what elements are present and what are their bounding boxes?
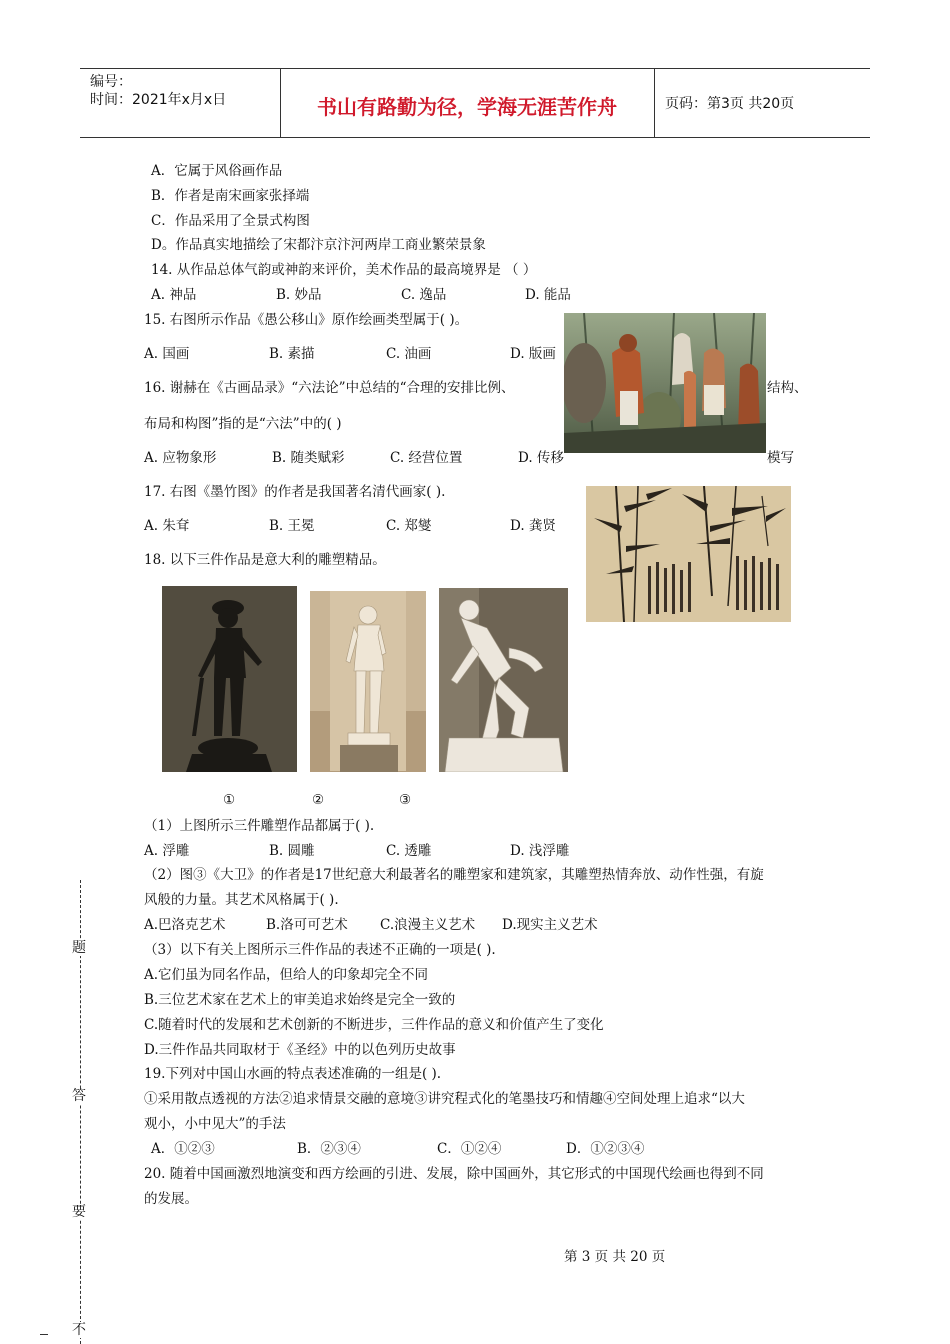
q18-3-option-c: C.随着时代的发展和艺术创新的不断进步，三件作品的意义和价值产生了变化 bbox=[144, 1017, 604, 1033]
q16-option-c: C. 经营位置 bbox=[390, 450, 463, 466]
q13-option-b: B．作者是南宋画家张择端 bbox=[151, 188, 310, 204]
q18-3-option-b: B.三位艺术家在艺术上的审美追求始终是完全一致的 bbox=[144, 992, 456, 1008]
q14-option-b: B. 妙品 bbox=[276, 287, 322, 303]
q18-2-text: （2）图③《大卫》的作者是17世纪意大利最著名的雕塑家和建筑家，其雕塑热情奔放、动作性强，有旋 bbox=[144, 867, 764, 883]
q15-option-c: C. 油画 bbox=[386, 346, 432, 362]
figure-number-3: ③ bbox=[399, 792, 412, 808]
q19-option-a: A．①②③ bbox=[151, 1141, 215, 1157]
header-left-cell bbox=[80, 69, 281, 137]
motto: 书山有路勤为径，学海无涯苦作舟 bbox=[317, 95, 617, 119]
margin-char-1: 题 bbox=[72, 940, 86, 956]
q18-1-text: （1）上图所示三件雕塑作品都属于( ). bbox=[144, 818, 375, 834]
q18-2-option-d: D.现实主义艺术 bbox=[502, 917, 598, 933]
q18-1-option-b: B. 圆雕 bbox=[269, 843, 315, 859]
q15-option-a: A. 国画 bbox=[144, 346, 190, 362]
margin-char-3: 要 bbox=[72, 1204, 86, 1220]
page-label: 页码：第3页 共20页 bbox=[665, 96, 795, 112]
q15-option-b: B. 素描 bbox=[269, 346, 315, 362]
q18-2-option-b: B.洛可可艺术 bbox=[266, 917, 348, 933]
q19-text: 19.下列对中国山水画的特点表述准确的一组是( ). bbox=[144, 1066, 442, 1082]
q18-2-text-line2: 风般的力量。其艺术风格属于( ). bbox=[144, 892, 339, 908]
q18-1-option-a: A. 浮雕 bbox=[144, 843, 190, 859]
yugong-yishan-painting bbox=[564, 313, 766, 453]
time-label: 时间：2021年x月x日 bbox=[90, 92, 227, 108]
code-label: 编号： bbox=[90, 74, 132, 90]
q17-option-d: D. 龚贤 bbox=[510, 518, 556, 534]
q17-text: 17. 右图《墨竹图》的作者是我国著名清代画家( ). bbox=[144, 484, 446, 500]
q16-text: 16. 谢赫在《古画品录》“六法论”中总结的“合理的安排比例、 bbox=[144, 380, 515, 396]
david-michelangelo-sculpture bbox=[310, 591, 426, 772]
q16-option-a: A. 应物象形 bbox=[144, 450, 217, 466]
header-right-cell bbox=[654, 69, 871, 137]
page-footer: 第 3 页 共 20 页 bbox=[564, 1249, 666, 1265]
q19-option-c: C．①②④ bbox=[437, 1141, 502, 1157]
q18-3-option-d: D.三件作品共同取材于《圣经》中的以色列历史故事 bbox=[144, 1042, 456, 1058]
q16-option-b: B. 随类赋彩 bbox=[272, 450, 345, 466]
q13-option-a: A．它属于风俗画作品 bbox=[151, 163, 283, 179]
q15-option-d: D. 版画 bbox=[510, 346, 556, 362]
q18-2-option-c: C.浪漫主义艺术 bbox=[380, 917, 476, 933]
q18-3-text: （3）以下有关上图所示三件作品的表述不正确的一项是( ). bbox=[144, 942, 496, 958]
q17-option-c: C. 郑燮 bbox=[386, 518, 432, 534]
margin-tick bbox=[40, 1334, 48, 1335]
q18-2-option-a: A.巴洛克艺术 bbox=[144, 917, 226, 933]
q14-option-a: A. 神品 bbox=[151, 287, 197, 303]
q15-text: 15. 右图所示作品《愚公移山》原作绘画类型属于( )。 bbox=[144, 312, 469, 328]
q16-option-d-cont: 模写 bbox=[767, 450, 794, 466]
q20-text: 20. 随着中国画激烈地演变和西方绘画的引进、发展，除中国画外，其它形式的中国现代绘画也得到不同 bbox=[144, 1166, 764, 1182]
q16-text-cont: 结构、 bbox=[767, 380, 808, 396]
q19-text-line3: 观小，小中见大”的手法 bbox=[144, 1116, 286, 1132]
q19-option-b: B．②③④ bbox=[297, 1141, 361, 1157]
q17-option-a: A. 朱耷 bbox=[144, 518, 190, 534]
q16-option-d: D. 传移 bbox=[518, 450, 564, 466]
margin-char-2: 答 bbox=[72, 1088, 86, 1104]
q14-text: 14. 从作品总体气韵或神韵来评价，美术作品的最高境界是 （ ） bbox=[151, 262, 537, 278]
q13-option-d: D。作品真实地描绘了宋都汴京汴河两岸工商业繁荣景象 bbox=[151, 237, 486, 253]
page-header bbox=[80, 68, 870, 138]
margin-char-4: 不 bbox=[72, 1322, 86, 1338]
ink-bamboo-painting bbox=[586, 486, 791, 622]
q19-option-d: D．①②③④ bbox=[566, 1141, 645, 1157]
q18-1-option-d: D. 浅浮雕 bbox=[510, 843, 570, 859]
figure-number-2: ② bbox=[312, 792, 325, 808]
q19-text-line2: ①采用散点透视的方法②追求情景交融的意境③讲究程式化的笔墨技巧和情趣④空间处理上追求“以大 bbox=[144, 1091, 745, 1107]
q17-option-b: B. 王冕 bbox=[269, 518, 315, 534]
q18-text: 18. 以下三件作品是意大利的雕塑精品。 bbox=[144, 552, 386, 568]
david-bernini-sculpture bbox=[439, 588, 568, 772]
q16-text-line2: 布局和构图”指的是“六法”中的( ) bbox=[144, 416, 342, 432]
q14-option-c: C. 逸品 bbox=[401, 287, 447, 303]
q20-text-line2: 的发展。 bbox=[144, 1191, 198, 1207]
q13-option-c: C．作品采用了全景式构图 bbox=[151, 213, 310, 229]
q18-1-option-c: C. 透雕 bbox=[386, 843, 432, 859]
figure-number-1: ① bbox=[223, 792, 236, 808]
q14-option-d: D. 能品 bbox=[525, 287, 571, 303]
david-donatello-sculpture bbox=[162, 586, 297, 772]
q18-3-option-a: A.它们虽为同名作品，但给人的印象却完全不同 bbox=[144, 967, 429, 983]
